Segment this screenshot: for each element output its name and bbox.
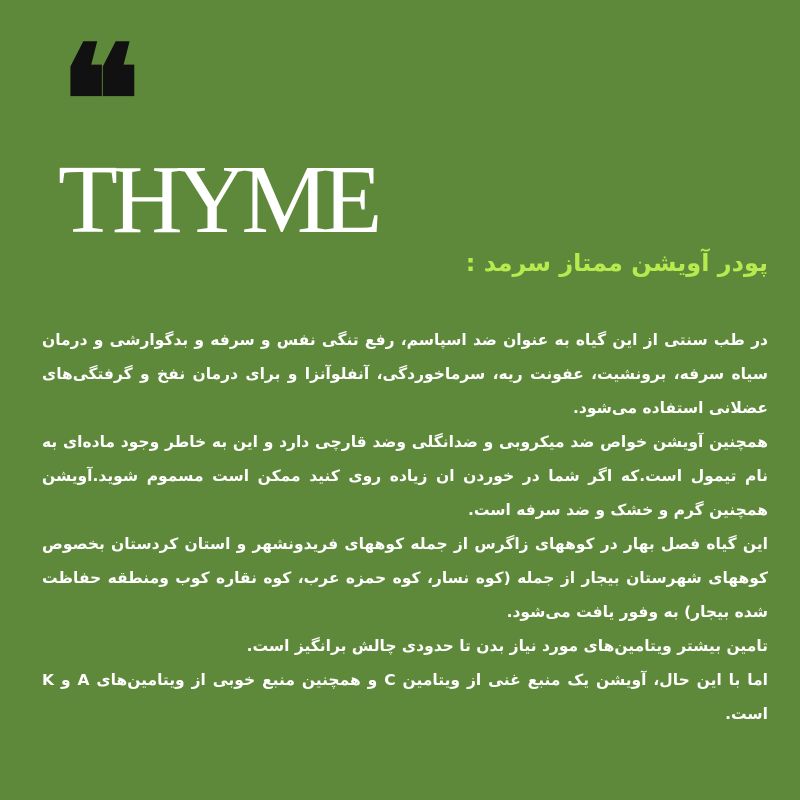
quote-mark-icon: ❝	[60, 20, 135, 186]
subtitle: پودر آویشن ممتاز سرمد :	[465, 249, 768, 277]
page-title: THYME	[58, 146, 377, 254]
paragraph-vitamins-source: اما با این حال، آویشن یک منبع غنی از ویتامین C و همچنین منبع خوبی از ویتامین‌های A و K است.	[42, 671, 768, 723]
paragraph-antimicrobial-properties: همچنین آویشن خواص ضد میکروبی و ضدانگلی وضد قارچی دارد و این به خاطر وجود ماده‌ای به نام تیمول است.که اگر شما در خوردن ان زیاده روی کنید ممکن است مسموم شوید.آویشن همچنین گرم و خشک و ضد سرفه است.	[42, 433, 768, 519]
paragraph-traditional-medicine: در طب سنتی از این گیاه به عنوان ضد اسپاسم، رفع تنگی نفس و سرفه و بدگوارشی و درمان سیاه سرفه، برونشیت، عفونت ریه، سرماخوردگی، آنفلوآنزا و برای درمان نفخ و گرفتگی‌های عضلانی استفاده می‌شود.	[42, 331, 768, 417]
paragraph-habitat: این گیاه فصل بهار در کوههای زاگرس از جمله کوههای فریدونشهر و استان کردستان بخصوص کوههای شهرستان بیجار از جمله (کوه نسار، کوه حمزه عرب، کوه نقاره کوب ومنطقه حفاظت شده بیجار) به وفور یافت می‌شود.	[42, 535, 768, 621]
paragraph-vitamins-intro: تامین بیشتر ویتامین‌های مورد نیاز بدن تا حدودی چالش برانگیز است.	[246, 637, 768, 655]
body-text	[42, 323, 768, 731]
